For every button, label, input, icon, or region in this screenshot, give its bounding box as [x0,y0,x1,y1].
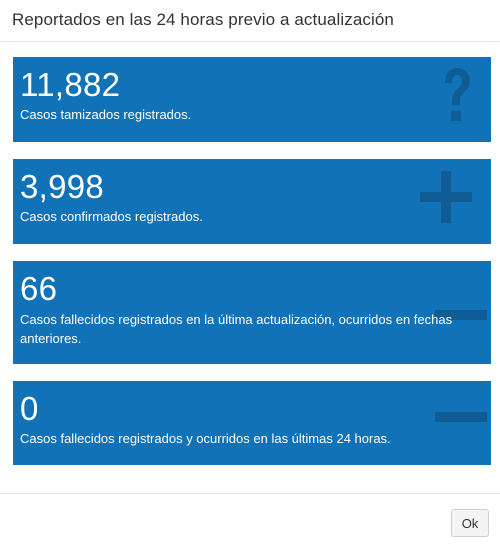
ok-button[interactable]: Ok [451,509,489,537]
stat-value: 0 [20,390,39,427]
minus-icon [435,412,487,422]
stat-description: Casos fallecidos registrados en la última actualización, ocurridos en fechas anteriores. [20,312,453,346]
stat-description: Casos tamizados registrados. [20,107,192,122]
stat-value: 3,998 [20,168,105,205]
modal-header [0,0,500,42]
stat-box-deaths-previous [13,261,491,364]
stat-description: Casos confirmados registrados. [20,209,203,224]
modal-footer [0,493,500,549]
stat-box-screened [13,57,491,142]
stat-description: Casos fallecidos registrados y ocurridos en las últimas 24 horas. [20,431,391,446]
modal-body [0,42,500,493]
stat-value: 11,882 [20,66,121,103]
stat-value: 66 [20,270,58,307]
modal-title: Reportados en las 24 horas previo a actualización [12,10,394,29]
stat-box-deaths-24h [13,381,491,465]
stat-box-confirmed [13,159,491,244]
